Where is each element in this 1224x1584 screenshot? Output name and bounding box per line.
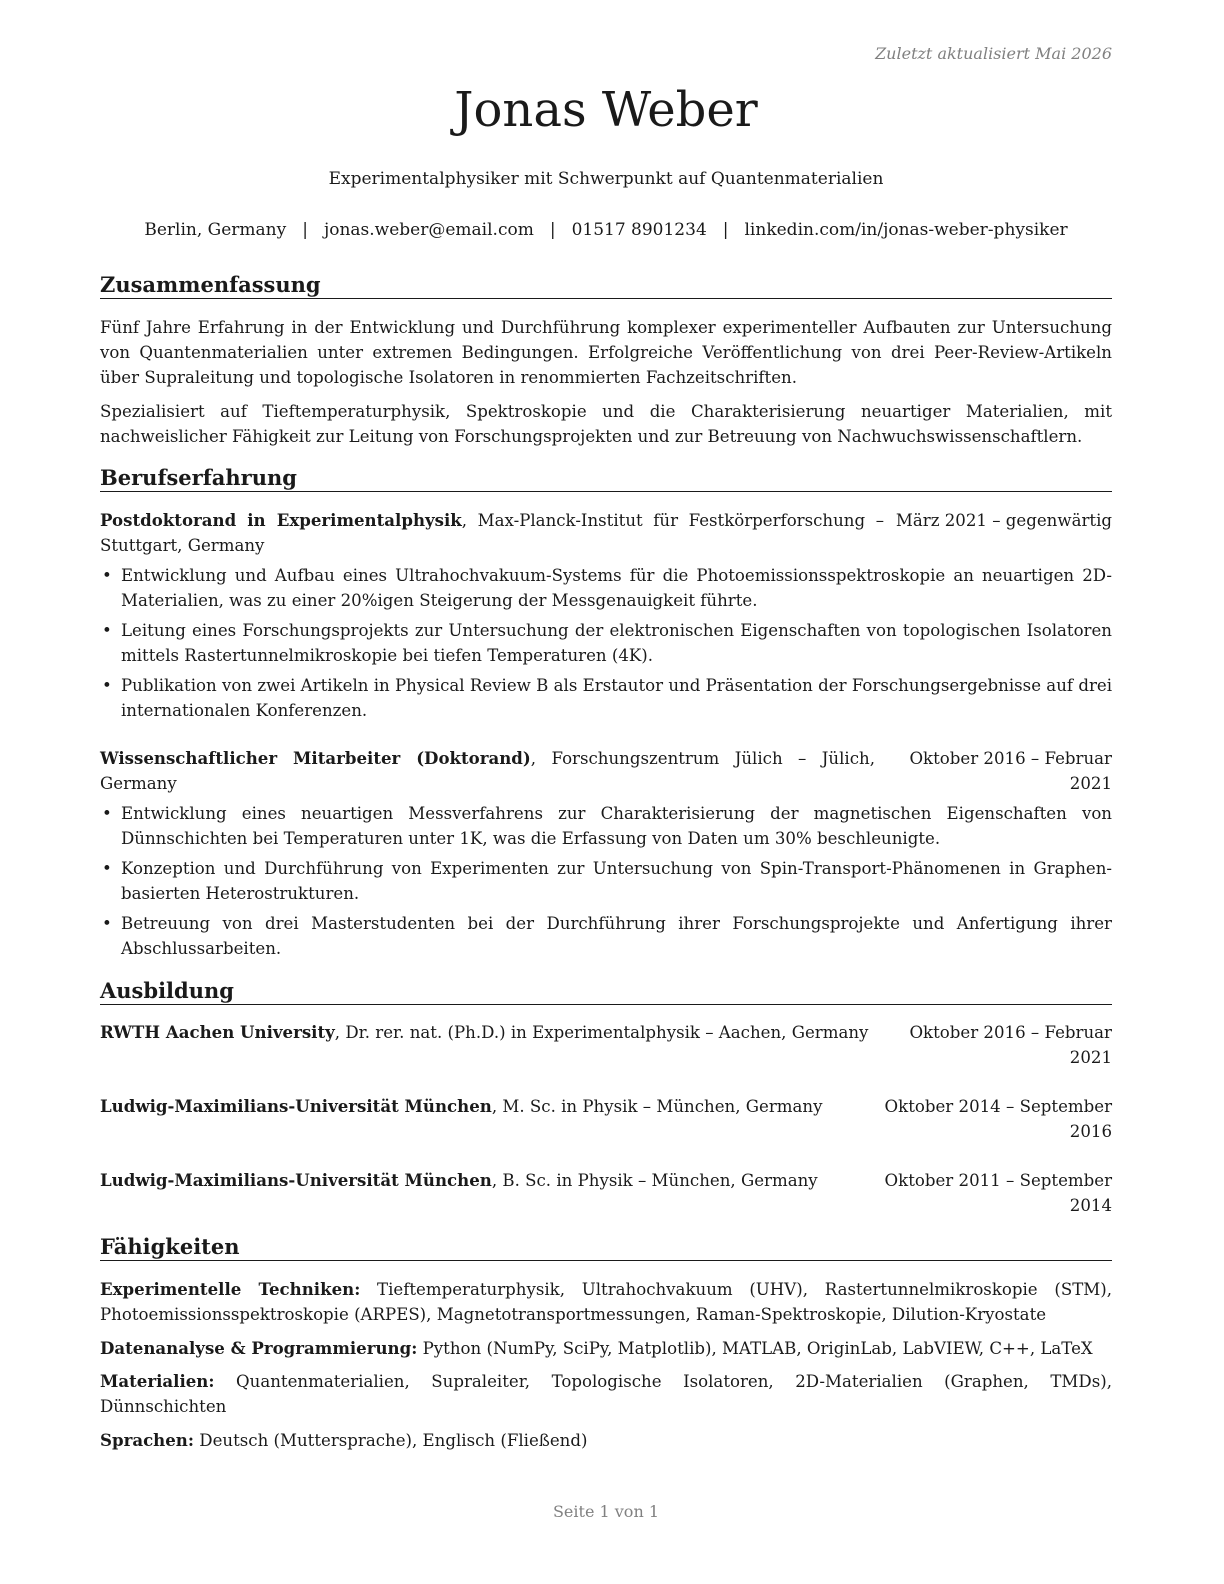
education-title-line: [100, 1020, 880, 1045]
skill-value: Python (NumPy, SciPy, Matplotlib), MATLAB, OriginLab, LabVIEW, C++, LaTeX: [417, 1339, 1093, 1358]
contact-separator: |: [549, 220, 556, 240]
job-bullets: [100, 563, 1112, 728]
education-entry: [100, 1168, 1112, 1218]
summary-paragraph: Spezialisiert auf Tieftemperaturphysik, Spektroskopie und die Charakterisierung neuartiger Materialien, mit nachweislicher Fähigkeit zur Leitung von Forschungsprojekten und zur Betreuung von Nachwuchswissenschaftlern.: [100, 402, 1112, 446]
list-item: • Publikation von zwei Artikeln in Physical Review B als Erstautor und Präsentation der Forschungsergebnisse auf drei internationalen Konferenzen.: [100, 673, 1112, 723]
job-header: [100, 508, 1112, 558]
contact-separator: |: [722, 220, 729, 240]
skill-label: Datenanalyse & Programmierung:: [100, 1338, 418, 1358]
education-dates: Oktober 2011 – September 2014: [884, 1171, 1112, 1215]
summary-paragraph: Fünf Jahre Erfahrung in der Entwicklung und Durchführung komplexer experimenteller Aufbauten zur Untersuchung von Quantenmaterialien unter extremen Bedingungen. Erfolgreiche Veröffentlichung von drei Peer-Review-Artikeln über Supraleitung und topologische Isolatoren in renommierten Fachzeitschriften.: [100, 318, 1112, 387]
education-school: Ludwig-Maximilians-Universität München: [100, 1096, 492, 1116]
job-role: Postdoktorand in Experimentalphysik: [100, 510, 462, 530]
contact-location: Berlin, Germany: [144, 220, 287, 240]
job-details: , Max-Planck-Institut für Festkörperforschung – Stuttgart, Germany: [100, 511, 884, 555]
person-name: Jonas Weber: [454, 82, 758, 138]
skill-line: [100, 1336, 1112, 1361]
education-details: , B. Sc. in Physik – München, Germany: [491, 1171, 818, 1190]
section-title-education: Ausbildung: [100, 978, 1112, 1005]
section-title-summary: Zusammenfassung: [100, 272, 1112, 299]
education-details: , Dr. rer. nat. (Ph.D.) in Experimentalphysik – Aachen, Germany: [334, 1023, 869, 1042]
list-item: • Konzeption und Durchführung von Experimenten zur Untersuchung von Spin-Transport-Phänomenen in Graphen-basierten Heterostrukturen.: [100, 856, 1112, 906]
education-details: , M. Sc. in Physik – München, Germany: [491, 1097, 823, 1116]
contact-line: [100, 220, 1112, 240]
education-school: RWTH Aachen University: [100, 1022, 335, 1042]
skill-label: Sprachen:: [100, 1430, 194, 1450]
job-dates: Oktober 2016 – Februar 2021: [909, 749, 1112, 793]
last-updated: Zuletzt aktualisiert Mai 2026: [875, 44, 1112, 63]
skill-label: Materialien:: [100, 1371, 215, 1391]
contact-linkedin[interactable]: linkedin.com/in/jonas-weber-physiker: [744, 220, 1068, 240]
education-entry: [100, 1020, 1112, 1070]
skill-value: Deutsch (Muttersprache), Englisch (Fließend): [194, 1431, 588, 1450]
education-entry: [100, 1094, 1112, 1144]
tagline: Experimentalphysiker mit Schwerpunkt auf Quantenmaterialien: [328, 169, 884, 189]
section-title-experience: Berufserfahrung: [100, 465, 1112, 492]
contact-separator: |: [302, 220, 308, 240]
skill-value: Tieftemperaturphysik, Ultrahochvakuum (UHV), Rastertunnelmikroskopie (STM), Photoemissionsspektroskopie (ARPES), Magnetotransportmessungen, Raman-Spektroskopie, Dilution-Kryostate: [100, 1280, 1112, 1324]
list-item: • Leitung eines Forschungsprojekts zur Untersuchung der elektronischen Eigenschaften von topologischen Isolatoren mittels Rastertunnelmikroskopie bei tiefen Temperaturen (4K).: [100, 618, 1112, 668]
education-title-line: [100, 1094, 880, 1119]
job-details: , Forschungszentrum Jülich – Jülich, Germany: [100, 749, 875, 793]
job-title-line: [100, 508, 884, 558]
job-dates: März 2021 – gegenwärtig: [895, 511, 1112, 530]
skill-label: Experimentelle Techniken:: [100, 1279, 361, 1299]
education-title-line: [100, 1168, 880, 1193]
education-dates: Oktober 2016 – Februar 2021: [909, 1023, 1112, 1067]
job-header: [100, 746, 1112, 796]
list-item: • Entwicklung eines neuartigen Messverfahrens zur Charakterisierung der magnetischen Eigenschaften von Dünnschichten bei Temperaturen unter 1K, was die Erfassung von Daten um 30% beschleunigte.: [100, 801, 1112, 851]
job-role: Wissenschaftlicher Mitarbeiter (Doktorand): [100, 748, 531, 768]
section-title-skills: Fähigkeiten: [100, 1234, 1112, 1261]
list-item: • Entwicklung und Aufbau eines Ultrahochvakuum-Systems für die Photoemissionsspektroskopie an neuartigen 2D-Materialien, was zu einer 20%igen Steigerung der Messgenauigkeit führte.: [100, 563, 1112, 613]
skill-value: Quantenmaterialien, Supraleiter, Topologische Isolatoren, 2D-Materialien (Graphen, TMDs), Dünnschichten: [100, 1372, 1112, 1416]
education-school: Ludwig-Maximilians-Universität München: [100, 1170, 492, 1190]
contact-email[interactable]: jonas.weber@email.com: [323, 220, 534, 240]
list-item: • Betreuung von drei Masterstudenten bei der Durchführung ihrer Forschungsprojekte und Anfertigung ihrer Abschlussarbeiten.: [100, 911, 1112, 961]
job-title-line: [100, 746, 875, 796]
skill-line: [100, 1369, 1112, 1419]
job-bullets: [100, 801, 1112, 966]
skill-line: [100, 1428, 1112, 1453]
education-dates: Oktober 2014 – September 2016: [884, 1097, 1112, 1141]
contact-phone: 01517 8901234: [571, 220, 707, 240]
page-number: Seite 1 von 1: [552, 1502, 660, 1521]
skill-line: [100, 1277, 1112, 1327]
